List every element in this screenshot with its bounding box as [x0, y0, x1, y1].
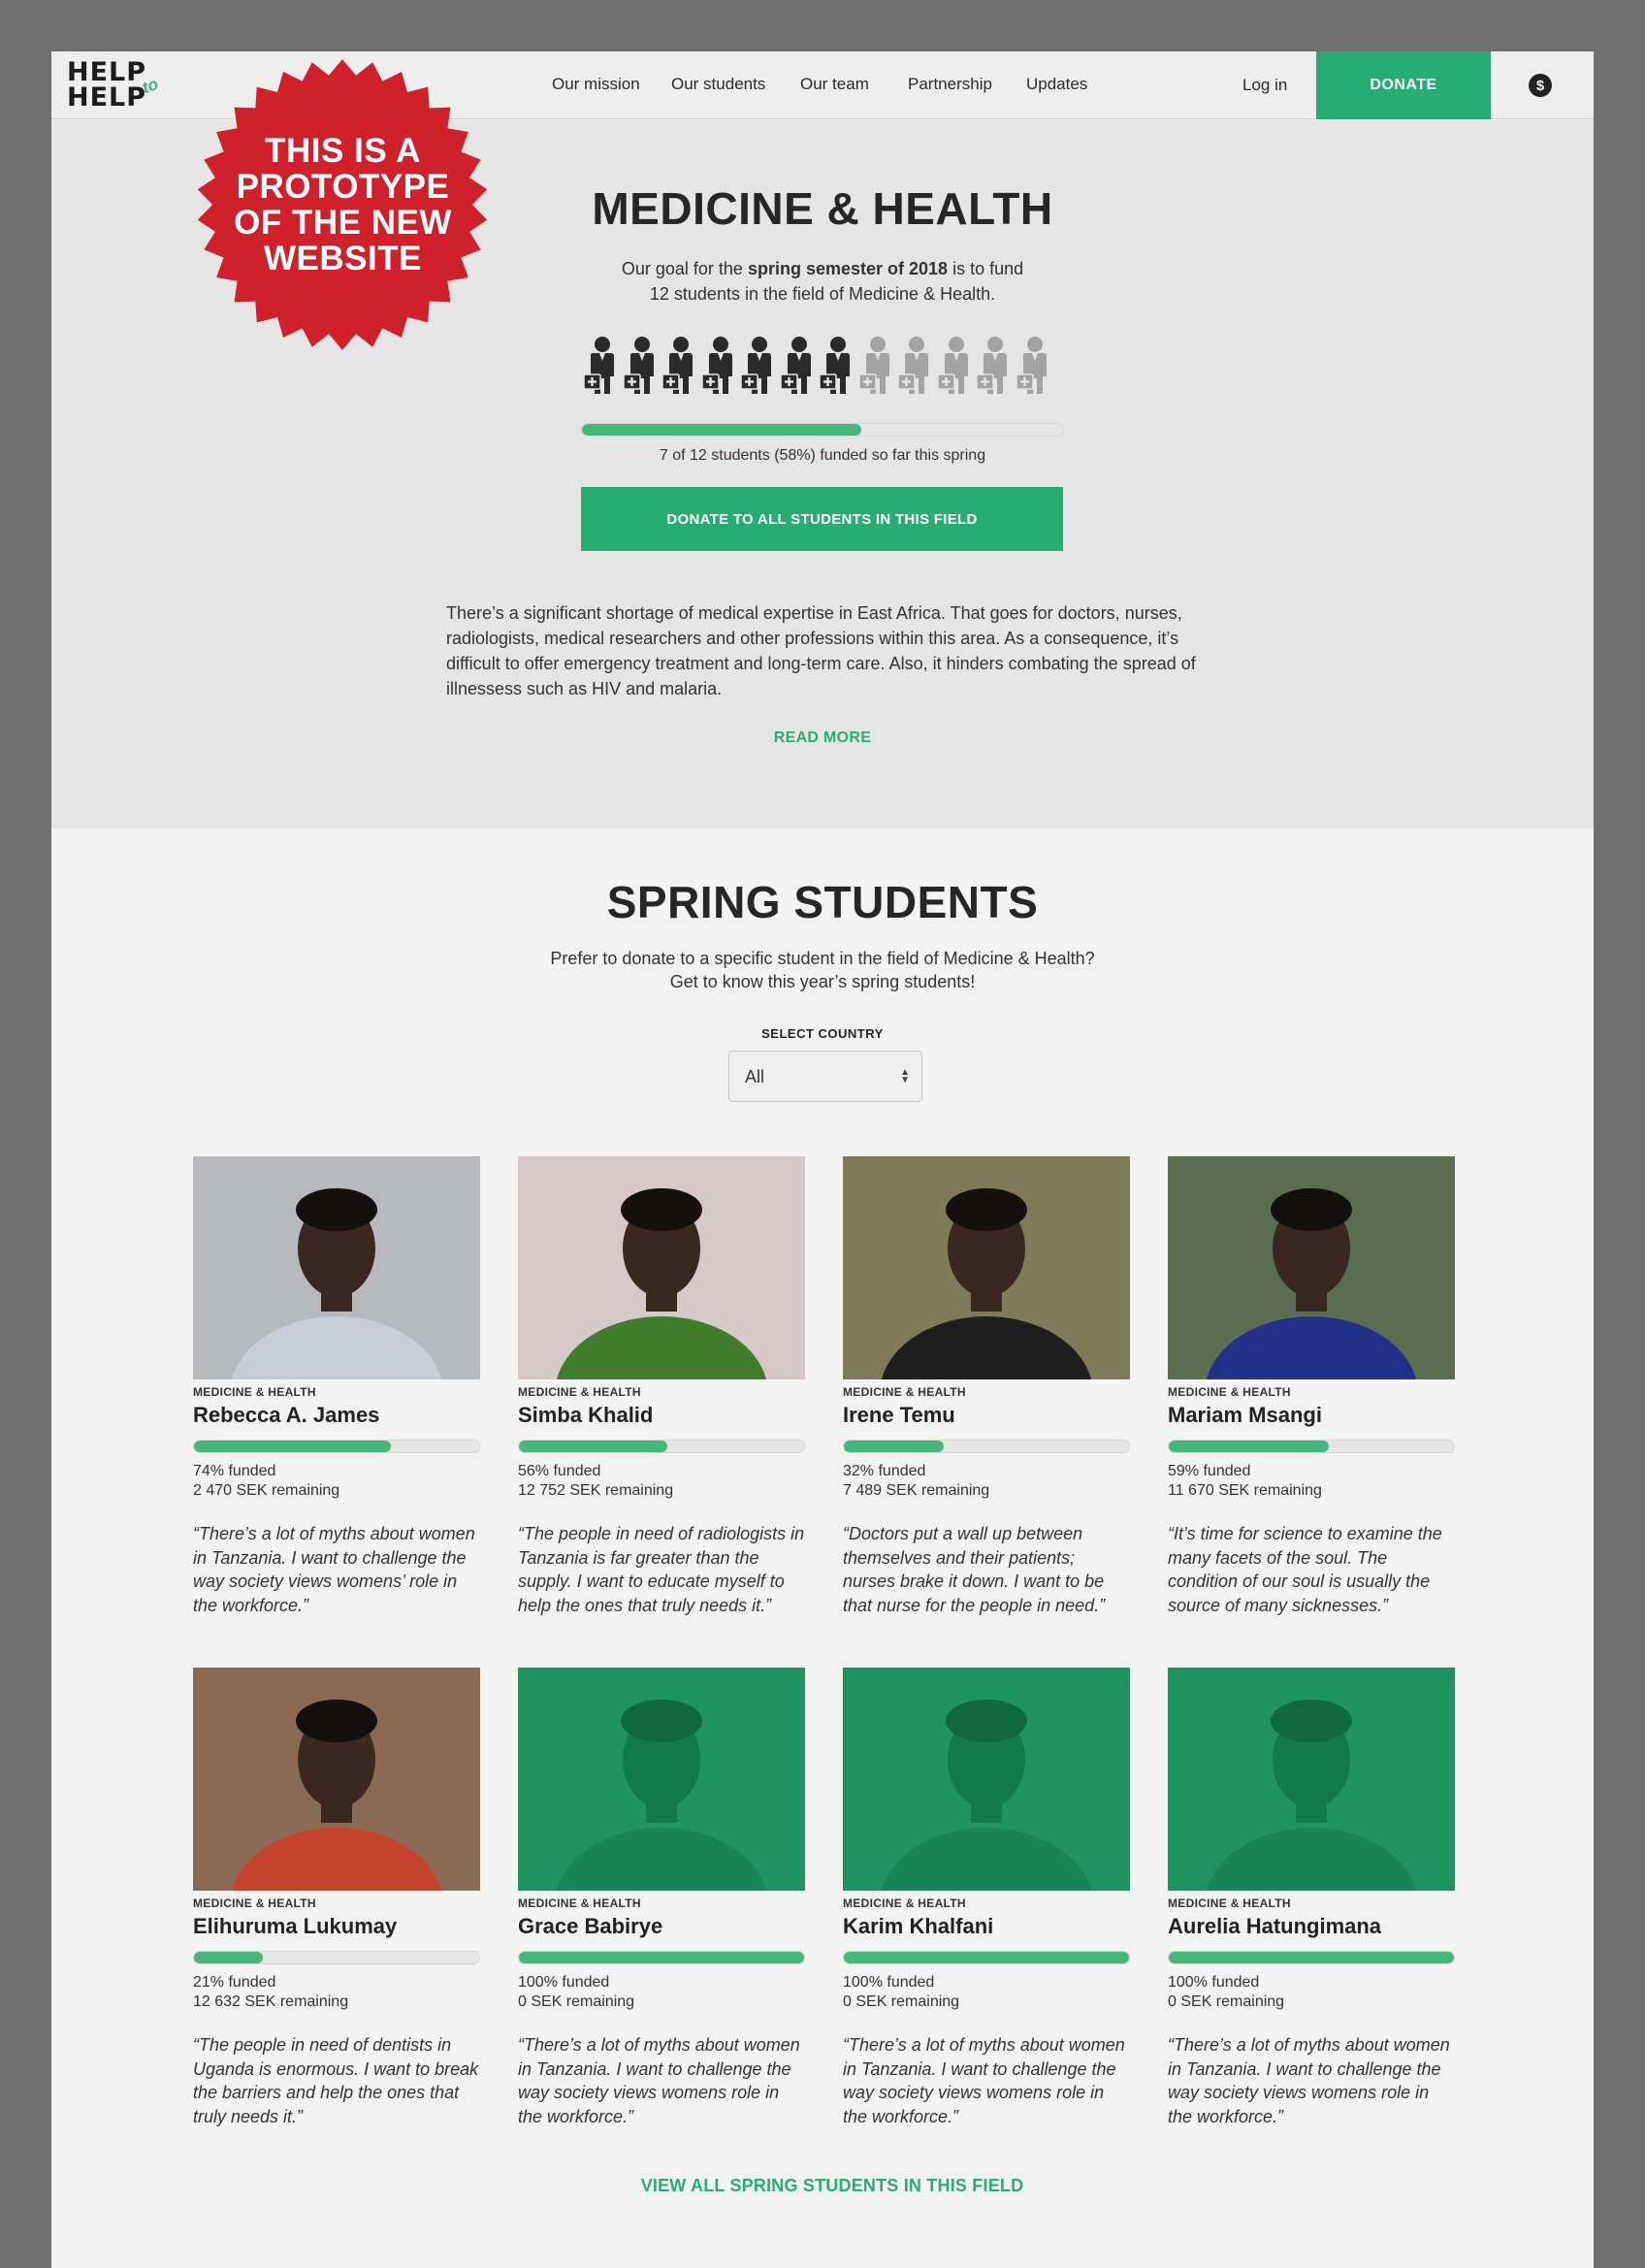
student-quote: “There’s a lot of myths about women in Tanzania. I want to challenge the way society views womens role in the workforce.”: [518, 2035, 800, 2126]
country-select[interactable]: [728, 1051, 922, 1102]
funded-summary: 7 of 12 students (58%) funded so far this spring: [659, 447, 986, 464]
student-photo-image: [1168, 1668, 1455, 1891]
student-quote: “There’s a lot of myths about women in Tanzania. I want to challenge the way society views womens’ role in the workforce.”: [193, 1524, 475, 1615]
student-photo-image: [1168, 1156, 1455, 1379]
read-more-link[interactable]: READ MORE: [773, 729, 872, 746]
student-quote: “It’s time for science to examine the many facets of the soul. The condition of our soul is usually the source of many sicknesses.”: [1168, 1524, 1442, 1615]
subtitle-line-1: Prefer to donate to a specific student in the field of Medicine & Health?: [550, 949, 1095, 968]
student-name[interactable]: Elihuruma Lukumay: [193, 1914, 398, 1938]
student-field: MEDICINE & HEALTH: [1168, 1896, 1291, 1910]
help-to-help-logo[interactable]: [67, 57, 174, 115]
student-photo-image: [193, 1668, 480, 1891]
stamp-line: WEBSITE: [264, 240, 422, 277]
student-photo[interactable]: [843, 1668, 1130, 1891]
nav-our-team[interactable]: Our team: [800, 75, 869, 93]
student-photo[interactable]: [1168, 1668, 1455, 1891]
student-photo[interactable]: [843, 1156, 1130, 1379]
donate-button[interactable]: DONATE: [1316, 51, 1491, 119]
goal-prefix: Our goal for the: [621, 259, 748, 278]
doctor-with-medkit-icon: [780, 336, 815, 396]
student-remaining: 2 470 SEK remaining: [193, 1482, 340, 1499]
student-funded-percent: 100% funded: [843, 1974, 935, 1991]
doctor-with-medkit-icon: [701, 336, 736, 396]
student-progress-fill: [1169, 1441, 1329, 1452]
student-photo[interactable]: [193, 1156, 480, 1379]
doctor-with-medkit-icon: [897, 336, 932, 396]
student-remaining: 0 SEK remaining: [1168, 1993, 1285, 2010]
student-progress-fill: [1169, 1952, 1454, 1963]
logo-line-2: HELP: [67, 82, 147, 113]
stamp-text: [195, 133, 491, 276]
student-photo-image: [843, 1668, 1130, 1891]
student-icons-row: [583, 336, 1068, 396]
page-title: MEDICINE & HEALTH: [592, 183, 1053, 234]
student-photo[interactable]: [518, 1156, 805, 1379]
goal-semester: spring semester of 2018: [747, 259, 949, 278]
student-field: MEDICINE & HEALTH: [193, 1385, 316, 1399]
student-remaining: 12 752 SEK remaining: [518, 1482, 674, 1499]
student-photo[interactable]: [518, 1668, 805, 1891]
student-remaining: 7 489 SEK remaining: [843, 1482, 990, 1499]
stamp-line: OF THE NEW: [234, 204, 452, 242]
student-field: MEDICINE & HEALTH: [518, 1385, 641, 1399]
student-progress-fill: [519, 1441, 667, 1452]
student-remaining: 0 SEK remaining: [843, 1993, 960, 2010]
prototype-stamp: [195, 59, 491, 350]
student-field: MEDICINE & HEALTH: [843, 1385, 966, 1399]
student-quote: “The people in need of radiologists in Tanzania is far greater than the supply. I want to educate myself to help the ones that truly needs it.”: [518, 1524, 805, 1615]
student-name[interactable]: Simba Khalid: [518, 1403, 654, 1427]
login-link[interactable]: Log in: [1242, 76, 1288, 94]
goal-line-2: 12 students in the field of Medicine & Health.: [649, 284, 996, 304]
student-remaining: 0 SEK remaining: [518, 1993, 635, 2010]
logo-line-1: HELP: [67, 57, 147, 87]
student-progress-bar: [193, 1951, 480, 1964]
student-name[interactable]: Mariam Msangi: [1168, 1403, 1322, 1427]
nav-our-students[interactable]: Our students: [671, 75, 766, 93]
student-progress-bar: [518, 1440, 805, 1453]
student-funded-percent: 100% funded: [1168, 1974, 1260, 1991]
country-select-value: All: [745, 1067, 765, 1086]
goal-suffix: is to fund: [948, 259, 1024, 278]
students-section-subtitle: [51, 947, 1594, 993]
doctor-with-medkit-icon: [937, 336, 972, 396]
student-funded-percent: 59% funded: [1168, 1463, 1251, 1479]
student-progress-bar: [1168, 1440, 1455, 1453]
student-name[interactable]: Irene Temu: [843, 1403, 955, 1427]
student-photo-image: [843, 1156, 1130, 1379]
student-field: MEDICINE & HEALTH: [843, 1896, 966, 1910]
student-name[interactable]: Grace Babirye: [518, 1914, 663, 1938]
student-funded-percent: 74% funded: [193, 1463, 276, 1479]
student-progress-bar: [843, 1440, 1130, 1453]
doctor-with-medkit-icon: [1016, 336, 1050, 396]
page: [51, 51, 1594, 2268]
student-progress-fill: [519, 1952, 804, 1963]
dollar-icon[interactable]: $: [1529, 74, 1552, 97]
nav-our-mission[interactable]: Our mission: [552, 75, 640, 93]
student-photo-image: [518, 1156, 805, 1379]
student-quote: “The people in need of dentists in Uganda is enormous. I want to break the barriers and help the ones that truly needs it.”: [193, 2035, 479, 2126]
student-name[interactable]: Rebecca A. James: [193, 1403, 380, 1427]
student-progress-bar: [518, 1951, 805, 1964]
student-quote: “There’s a lot of myths about women in Tanzania. I want to challenge the way society views womens role in the workforce.”: [843, 2035, 1125, 2126]
student-name[interactable]: Aurelia Hatungimana: [1168, 1914, 1382, 1938]
student-photo-image: [193, 1156, 480, 1379]
doctor-with-medkit-icon: [661, 336, 696, 396]
student-progress-fill: [194, 1952, 263, 1963]
select-country-label: SELECT COUNTRY: [761, 1026, 884, 1041]
subtitle-line-2: Get to know this year’s spring students!: [669, 972, 976, 991]
student-quote: “Doctors put a wall up between themselves and their patients; nurses brake it down. I want to be that nurse for the people in need.”: [843, 1524, 1106, 1615]
student-progress-fill: [194, 1441, 391, 1452]
students-section-title: SPRING STUDENTS: [606, 877, 1039, 927]
stamp-line: PROTOTYPE: [236, 168, 450, 206]
student-quote: “There’s a lot of myths about women in Tanzania. I want to challenge the way society views womens role in the workforce.”: [1168, 2035, 1450, 2126]
logo-to: to: [140, 74, 161, 98]
student-funded-percent: 56% funded: [518, 1463, 601, 1479]
student-photo-image: [518, 1668, 805, 1891]
student-field: MEDICINE & HEALTH: [193, 1896, 316, 1910]
stamp-line: THIS IS A: [265, 132, 421, 170]
doctor-with-medkit-icon: [976, 336, 1011, 396]
student-progress-bar: [1168, 1951, 1455, 1964]
doctor-with-medkit-icon: [623, 336, 658, 396]
donate-all-button[interactable]: DONATE TO ALL STUDENTS IN THIS FIELD: [581, 487, 1063, 551]
nav-updates[interactable]: Updates: [1026, 75, 1088, 93]
student-progress-fill: [844, 1952, 1129, 1963]
doctor-with-medkit-icon: [819, 336, 854, 396]
student-field: MEDICINE & HEALTH: [518, 1896, 641, 1910]
field-progress-fill: [582, 424, 861, 436]
student-progress-fill: [844, 1441, 944, 1452]
student-photo[interactable]: [193, 1668, 480, 1891]
doctor-with-medkit-icon: [583, 336, 618, 396]
field-progress-bar: [581, 423, 1064, 437]
doctor-with-medkit-icon: [858, 336, 893, 396]
view-all-students-link[interactable]: VIEW ALL SPRING STUDENTS IN THIS FIELD: [640, 2176, 1024, 2195]
select-arrows-icon: ▲ ▼: [900, 1067, 910, 1085]
field-description: There’s a significant shortage of medical expertise in East Africa. That goes for doctors, nurses, radiologists, medical researchers and other professions within this area. As a consequence, it’s difficult to offer emergency treatment and long-term care. Also, it hinders combating the spread of illnessess such as HIV and malaria.: [446, 603, 1196, 698]
student-photo[interactable]: [1168, 1156, 1455, 1379]
student-funded-percent: 32% funded: [843, 1463, 926, 1479]
student-remaining: 11 670 SEK remaining: [1168, 1482, 1322, 1499]
student-funded-percent: 100% funded: [518, 1974, 610, 1991]
student-funded-percent: 21% funded: [193, 1974, 276, 1991]
student-remaining: 12 632 SEK remaining: [193, 1993, 349, 2010]
student-name[interactable]: Karim Khalfani: [843, 1914, 994, 1938]
doctor-with-medkit-icon: [740, 336, 775, 396]
student-field: MEDICINE & HEALTH: [1168, 1385, 1291, 1399]
student-progress-bar: [843, 1951, 1130, 1964]
nav-partnership[interactable]: Partnership: [908, 75, 992, 93]
student-progress-bar: [193, 1440, 480, 1453]
